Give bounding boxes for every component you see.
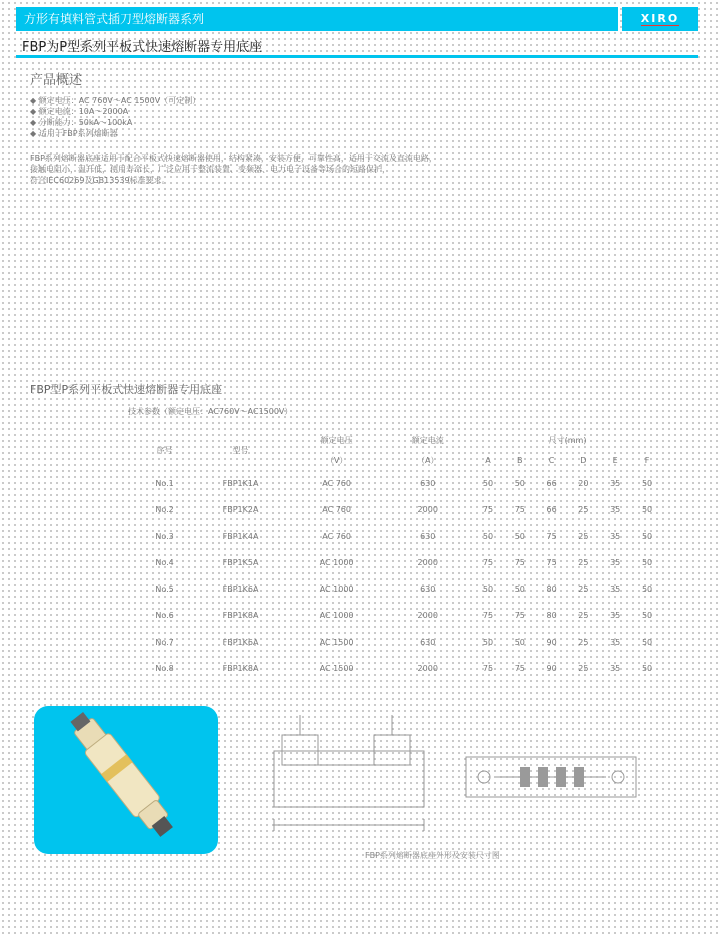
header-voltage-unit: （V） — [325, 455, 348, 465]
cell-dim: 75 — [514, 558, 525, 568]
cell-dim: 75 — [514, 505, 525, 515]
header-voltage: 额定电压 — [320, 435, 353, 445]
cell-voltage: AC 1000 — [319, 558, 354, 568]
cell-dim: 75 — [482, 611, 494, 621]
spec-table — [138, 430, 663, 682]
cell-model: FBP1K4A — [222, 531, 259, 541]
cell-seq: No.7 — [155, 637, 174, 647]
cell-seq: No.3 — [155, 531, 174, 541]
cell-voltage: AC 760 — [322, 531, 351, 541]
cell-model: FBP1K8A — [222, 664, 259, 674]
cell-dim: 35 — [610, 478, 621, 488]
overview-paragraph: 符合IEC60269及GB13539标准要求。 — [30, 176, 170, 185]
cell-current: 630 — [420, 478, 436, 488]
cell-dim: 25 — [578, 664, 589, 674]
header-current-unit: （A） — [416, 455, 439, 465]
header-dim-d: D — [580, 455, 587, 465]
cell-dim: 50 — [514, 531, 525, 541]
cell-seq: No.4 — [155, 558, 174, 568]
cell-voltage: AC 1000 — [319, 611, 354, 621]
cell-voltage: AC 1500 — [319, 637, 354, 647]
cell-seq: No.1 — [155, 478, 174, 488]
table-note: 技术参数（额定电压：AC760V～AC1500V） — [128, 407, 293, 416]
cell-dim: 50 — [482, 531, 494, 541]
cell-dim: 50 — [641, 505, 653, 515]
cell-dim: 50 — [514, 584, 525, 594]
cell-dim: 50 — [641, 478, 653, 488]
cell-dim: 80 — [546, 611, 557, 621]
header-dim-f: F — [644, 455, 650, 465]
cell-dim: 25 — [578, 531, 589, 541]
header-dim-c: C — [548, 455, 555, 465]
header-dims: 尺寸(mm) — [548, 435, 587, 445]
header-bar — [16, 7, 618, 31]
header-dim-b: B — [517, 455, 523, 465]
cell-voltage: AC 760 — [322, 478, 351, 488]
header-dim-a: A — [485, 455, 491, 465]
table-row — [138, 550, 663, 577]
cell-voltage: AC 1500 — [319, 664, 354, 674]
table-row — [138, 629, 663, 656]
cell-current: 630 — [420, 584, 436, 594]
cell-dim: 50 — [641, 611, 653, 621]
cell-current: 630 — [420, 637, 436, 647]
cell-dim: 35 — [610, 611, 621, 621]
cell-seq: No.8 — [155, 664, 174, 674]
overview-heading: 产品概述 — [30, 73, 83, 88]
table-row — [138, 470, 663, 497]
cell-dim: 50 — [514, 478, 525, 488]
cell-dim: 75 — [482, 505, 494, 515]
overview-line: ◆ 适用于FBP系列熔断器 — [30, 129, 118, 138]
cell-dim: 50 — [514, 637, 525, 647]
cell-seq: No.5 — [155, 584, 174, 594]
cell-dim: 35 — [610, 558, 621, 568]
cell-model: FBP1K8A — [222, 611, 259, 621]
cell-model: FBP1K6A — [222, 584, 259, 594]
cell-dim: 50 — [641, 558, 653, 568]
cell-model: FBP1K1A — [222, 478, 259, 488]
cell-dim: 20 — [578, 478, 589, 488]
cell-dim: 75 — [546, 558, 557, 568]
overview-paragraph: 接触电阻小，温升低，使用寿命长，广泛应用于整流装置、变频器、电力电子设备等场合的短路保护， — [30, 165, 390, 174]
drawing-caption: FBP系列熔断器底座外形及安装尺寸图 — [365, 851, 500, 860]
cell-voltage: AC 1000 — [319, 584, 354, 594]
header-current: 额定电流 — [411, 435, 444, 445]
overview-text — [30, 95, 590, 186]
cell-dim: 35 — [610, 637, 621, 647]
cell-dim: 75 — [482, 664, 494, 674]
cell-model: FBP1K2A — [222, 505, 259, 515]
cell-dim: 35 — [610, 584, 621, 594]
cell-dim: 50 — [482, 478, 494, 488]
cell-dim: 90 — [546, 664, 557, 674]
cell-dim: 25 — [578, 637, 589, 647]
header-seq: 序号 — [156, 445, 173, 455]
table-row — [138, 523, 663, 550]
header-model: 型号 — [232, 445, 249, 455]
header-dim-e: E — [612, 455, 618, 465]
cell-dim: 66 — [546, 478, 557, 488]
cell-dim: 80 — [546, 584, 557, 594]
cell-seq: No.6 — [155, 611, 174, 621]
cell-current: 630 — [420, 531, 436, 541]
table-header-row — [138, 430, 663, 450]
cell-current: 2000 — [417, 505, 438, 515]
cell-dim: 35 — [610, 664, 621, 674]
cell-dim: 50 — [641, 584, 653, 594]
table-row — [138, 497, 663, 524]
product-photo — [34, 706, 218, 854]
table-row — [138, 656, 663, 683]
cell-dim: 35 — [610, 531, 621, 541]
table-row — [138, 603, 663, 630]
page-subtitle: FBP为P型系列平板式快速熔断器专用底座 — [22, 40, 263, 55]
cell-dim: 66 — [546, 505, 557, 515]
cell-dim: 75 — [546, 531, 557, 541]
cell-dim: 50 — [482, 637, 494, 647]
cell-seq: No.2 — [155, 505, 174, 515]
cell-dim: 50 — [641, 637, 653, 647]
cell-dim: 75 — [482, 558, 494, 568]
cell-current: 2000 — [417, 664, 438, 674]
cell-model: FBP1K6A — [222, 637, 259, 647]
cell-dim: 50 — [482, 584, 494, 594]
cell-dim: 25 — [578, 611, 589, 621]
cell-dim: 50 — [641, 664, 653, 674]
cell-model: FBP1K5A — [222, 558, 259, 568]
cell-dim: 35 — [610, 505, 621, 515]
overview-line: ◆ 额定电流：10A～2000A — [30, 107, 129, 116]
cell-dim: 50 — [641, 531, 653, 541]
dimension-drawing — [270, 705, 640, 865]
overview-line: ◆ 分断能力：50kA～100kA — [30, 118, 133, 127]
table-title: FBP型P系列平板式快速熔断器专用底座 — [30, 383, 223, 396]
fuse-illustration — [34, 706, 218, 854]
cell-dim: 75 — [514, 611, 525, 621]
cell-dim: 25 — [578, 584, 589, 594]
cell-dim: 25 — [578, 558, 589, 568]
logo-text: XIRO — [640, 12, 680, 25]
table-row — [138, 576, 663, 603]
overview-paragraph: FBP系列熔断器底座适用于配合平板式快速熔断器使用，结构紧凑，安装方便，可靠性高，适用于交流及直流电路， — [30, 154, 437, 163]
cell-dim: 90 — [546, 637, 557, 647]
cell-dim: 75 — [514, 664, 525, 674]
cell-current: 2000 — [417, 611, 438, 621]
cell-voltage: AC 760 — [322, 505, 351, 515]
header-title: 方形有填料管式插刀型熔断器系列 — [24, 12, 205, 26]
divider-line — [16, 55, 698, 58]
cell-current: 2000 — [417, 558, 438, 568]
brand-logo — [622, 7, 698, 31]
overview-line: ◆ 额定电压：AC 760V～AC 1500V（可定制） — [30, 96, 201, 105]
cell-dim: 25 — [578, 505, 589, 515]
